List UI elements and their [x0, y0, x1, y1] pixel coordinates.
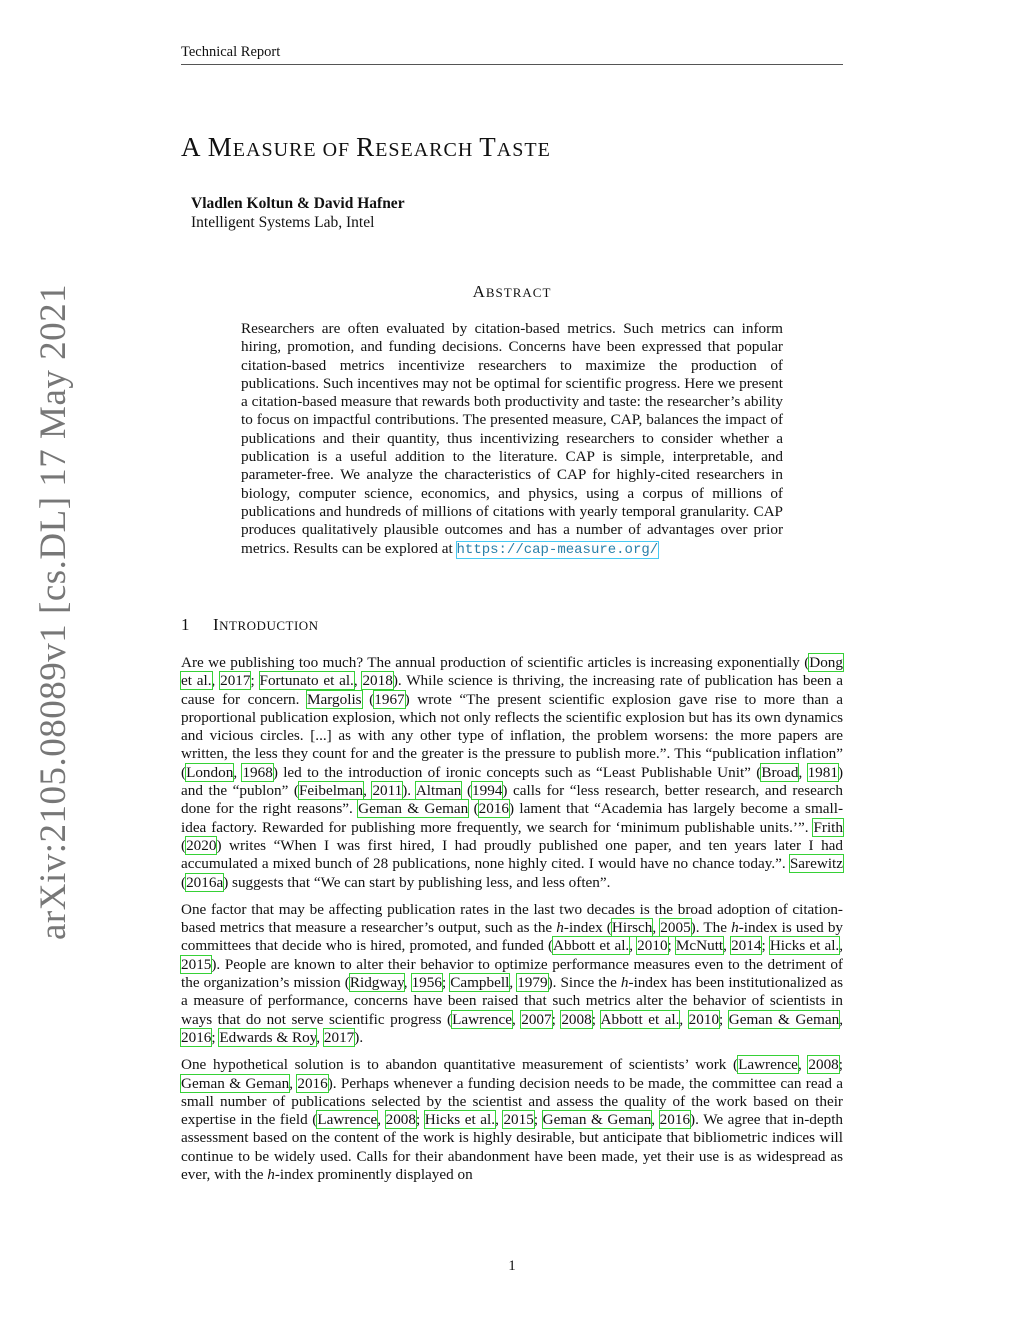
citation-link[interactable]: McNutt: [675, 937, 724, 955]
citation-link[interactable]: 2008: [808, 1056, 839, 1074]
citation-link[interactable]: Geman & Geman: [358, 800, 469, 818]
citation-link[interactable]: Lawrence: [738, 1056, 798, 1074]
citation-link[interactable]: 2010: [637, 937, 668, 955]
page-number: 1: [508, 1258, 516, 1274]
citation-link[interactable]: 2017: [220, 672, 251, 690]
citation-link[interactable]: 1981: [807, 763, 838, 781]
citation-link[interactable]: 2018: [362, 672, 393, 690]
citation-link[interactable]: 1968: [242, 763, 273, 781]
citation-link[interactable]: Feibelman: [298, 782, 364, 800]
abstract-text: Researchers are often evaluated by citation-based metrics. Such metrics can inform hiring, promotion, and funding decisions. Concerns have been expressed that popular citation-based metrics incentivize researchers to maximize the production of publications. Such incentives may not be optimal for scientific progress. Here we present a citation-based measure that rewards both productivity and taste: the researcher’s ability to focus on impactful contributions. The presented measure, CAP, balances the impact of publications and their quantity, thus incentivizing researchers to consider whether a publication is a useful addition to the literature. CAP is simple, interpretable, and parameter-free. We analyze the characteristics of CAP for highly-cited researchers in biology, computer science, economics, and physics, using a corpus of millions of publications and hundreds of millions of citations with yearly temporal granularity. CAP produces qualitatively plausible outcomes and has a number of advantages over prior metrics. Results can be explored at https://cap-measure.org/: [241, 320, 783, 558]
citation-link[interactable]: 2016a: [186, 873, 224, 891]
citation-link[interactable]: London: [186, 763, 234, 781]
citation-link[interactable]: Lawrence: [452, 1010, 512, 1028]
citation-link[interactable]: 1994: [472, 782, 503, 800]
citation-link[interactable]: Abbott et al.: [600, 1010, 680, 1028]
citation-link[interactable]: 2005: [660, 919, 691, 937]
affiliation: Intelligent Systems Lab, Intel: [191, 214, 375, 231]
citation-link[interactable]: Lawrence: [317, 1111, 378, 1129]
citation-link[interactable]: Abbott et al.: [553, 937, 630, 955]
citation-link[interactable]: 2016: [478, 800, 510, 818]
citation-link[interactable]: Altman: [415, 782, 462, 800]
citation-link[interactable]: 2015: [181, 955, 212, 973]
paragraph: Are we publishing too much? The annual production of scientific articles is increasing exponentially (Dong et al., 2017; Fortunato et al., 2018). While science is thriving, the increasing rate of publication has been a cause for concern. Margolis (1967) wrote “The present scientific explosion gave rise to more than a proportional publication explosion, which not only reflects the scientific explosion but has its own dynamics and vicious circles. [...] as with any other type of inflation, the problem worsens: the more papers are written, the less they count for and the greater is the pressure to publish more.”. This “publication inflation” (London, 1968) led to the introduction of ironic concepts such as “Least Publishable Unit” (Broad, 1981) and the “publon” (Feibelman, 2011). Altman (1994) calls for “less research, better research, and research done for the right reasons”. Geman & Geman (2016) lament that “Academia has largely become a small-idea factory. Rewarded for publishing more frequently, we search for ‘minimum publishable units.’”. Frith (2020) writes “When I was first hired, I had proudly published one paper, and ten years later I had accumulated a mixed bunch of 28 publications, none highly cited. I would have no chance today.”. Sarewitz (2016a) suggests that “We can start by publishing less, and less often”.: [181, 654, 844, 891]
arxiv-identifier: arXiv:2105.08089v1 [cs.DL] 17 May 2021: [33, 283, 74, 940]
citation-link[interactable]: Geman & Geman: [728, 1010, 840, 1028]
introduction-body: [181, 654, 843, 1193]
paragraph: One factor that may be affecting publication rates in the last two decades is the broad adoption of citation-based metrics that measure a researcher’s output, such as the h-index (Hirsch, 2005). The h-index is used by committees that decide who is hired, promoted, and funded (Abbott et al., 2010; McNutt, 2014; Hicks et al., 2015). People are known to alter their behavior to optimize performance measures even to the detriment of the organization’s mission (Ridgway, 1956; Campbell, 1979). Since the h-index has been institutionalized as a measure of performance, concerns have been raised that such metrics alter the behavior of scientists in ways that do not serve scientific progress (Lawrence, 2007; 2008; Abbott et al., 2010; Geman & Geman, 2016; Edwards & Roy, 2017).: [181, 900, 844, 1046]
author-names: Vladlen Koltun & David Hafner: [191, 195, 405, 212]
project-url-link[interactable]: https://cap-measure.org/: [456, 541, 659, 558]
citation-link[interactable]: 2015: [503, 1111, 534, 1129]
paragraph: One hypothetical solution is to abandon quantitative measurement of scientists’ work (Lawrence, 2008; Geman & Geman, 2016). Perhaps whenever a funding decision needs to be made, the committee can read a small number of publications selected by the scientist and assess the quality of the work based on their expertise in the field (Lawrence, 2008; Hicks et al., 2015; Geman & Geman, 2016). We agree that in-depth assessment based on the content of the work is highly desirable, but anticipate that bibliometric indices will continue to be widely used. Calls for their abandonment have been made, yet their use is as widespread as ever, with the h-index prominently displayed on: [181, 1056, 844, 1184]
citation-link[interactable]: 2011: [372, 782, 403, 800]
citation-link[interactable]: Geman & Geman: [181, 1074, 290, 1092]
citation-link[interactable]: 1967: [374, 690, 405, 708]
citation-link[interactable]: Frith: [813, 818, 843, 836]
citation-link[interactable]: Edwards & Roy: [219, 1028, 317, 1046]
citation-link[interactable]: Hirsch: [611, 919, 653, 937]
citation-link[interactable]: Fortunato et al.: [259, 672, 354, 690]
citation-link[interactable]: 2016: [659, 1111, 691, 1129]
citation-link[interactable]: Margolis: [307, 690, 362, 708]
citation-link[interactable]: 2016: [297, 1074, 328, 1092]
citation-link[interactable]: Ridgway: [349, 974, 404, 992]
citation-link[interactable]: Geman & Geman: [542, 1111, 652, 1129]
citation-link[interactable]: 1979: [517, 974, 548, 992]
author-block: [191, 194, 405, 232]
citation-link[interactable]: 2017: [323, 1028, 355, 1046]
citation-link[interactable]: 2014: [731, 937, 762, 955]
citation-link[interactable]: 2008: [385, 1111, 416, 1129]
citation-link[interactable]: 2016: [181, 1028, 212, 1046]
citation-link[interactable]: Sarewitz: [789, 855, 843, 873]
citation-link[interactable]: Hicks et al.: [424, 1111, 496, 1129]
citation-link[interactable]: 1956: [411, 974, 442, 992]
citation-link[interactable]: Hicks et al.: [769, 937, 840, 955]
citation-link[interactable]: Campbell: [450, 974, 510, 992]
section-heading-introduction: 1 INTRODUCTION: [181, 615, 319, 634]
citation-link[interactable]: 2010: [688, 1010, 720, 1028]
citation-link[interactable]: 2007: [521, 1010, 552, 1028]
abstract-heading: ABSTRACT: [472, 282, 552, 301]
running-header: Technical Report: [181, 44, 843, 65]
citation-link[interactable]: 2008: [561, 1010, 592, 1028]
citation-link[interactable]: Broad: [761, 763, 799, 781]
citation-link[interactable]: Dong et al.: [181, 654, 843, 690]
citation-link[interactable]: 2020: [186, 836, 217, 854]
paper-title: A MEASURE OF RESEARCH TASTE: [181, 132, 551, 162]
